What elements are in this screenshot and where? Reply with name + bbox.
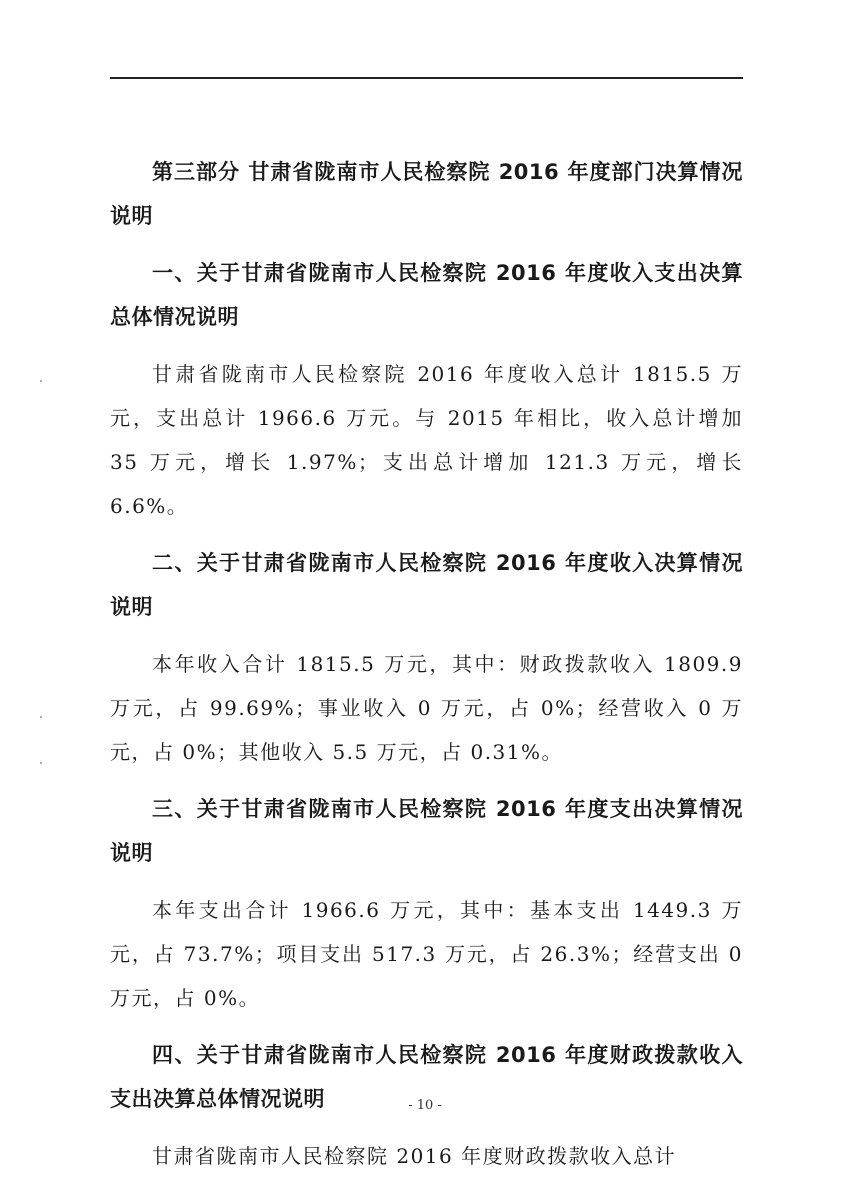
section-3-heading: 三、关于甘肃省陇南市人民检察院 2016 年度支出决算情况说明 bbox=[110, 797, 743, 865]
scan-speck bbox=[40, 762, 42, 764]
part-title: 第三部分 甘肃省陇南市人民检察院 2016 年度部门决算情况说明 bbox=[110, 160, 743, 228]
header-rule bbox=[110, 77, 743, 79]
page-number: - 10 - bbox=[408, 1098, 442, 1113]
section-4-heading: 四、关于甘肃省陇南市人民检察院 2016 年度财政拨款收入支出决算总体情况说明 bbox=[110, 1043, 743, 1111]
section-4-body: 甘肃省陇南市人民检察院 2016 年度财政拨款收入总计 bbox=[152, 1144, 677, 1168]
section-2-heading: 二、关于甘肃省陇南市人民检察院 2016 年度收入决算情况说明 bbox=[110, 551, 743, 619]
scan-speck bbox=[40, 380, 42, 382]
scan-speck bbox=[40, 716, 42, 718]
section-1-heading: 一、关于甘肃省陇南市人民检察院 2016 年度收入支出决算总体情况说明 bbox=[110, 261, 743, 329]
section-1-body: 甘肃省陇南市人民检察院 2016 年度收入总计 1815.5 万元，支出总计 1966.6 万元。与 2015 年相比，收入总计增加 35 万元，增长 1.97%；支出总计增加 121.3 万元，增长 6.6%。 bbox=[110, 362, 743, 518]
section-2-body: 本年收入合计 1815.5 万元，其中：财政拨款收入 1809.9 万元，占 99.69%；事业收入 0 万元，占 0%；经营收入 0 万元，占 0%；其他收入 5.5 万元，占 0.31%。 bbox=[110, 652, 743, 764]
section-3-body: 本年支出合计 1966.6 万元，其中：基本支出 1449.3 万元，占 73.7%；项目支出 517.3 万元，占 26.3%；经营支出 0 万元，占 0%。 bbox=[110, 898, 743, 1010]
document-body bbox=[110, 150, 743, 1191]
